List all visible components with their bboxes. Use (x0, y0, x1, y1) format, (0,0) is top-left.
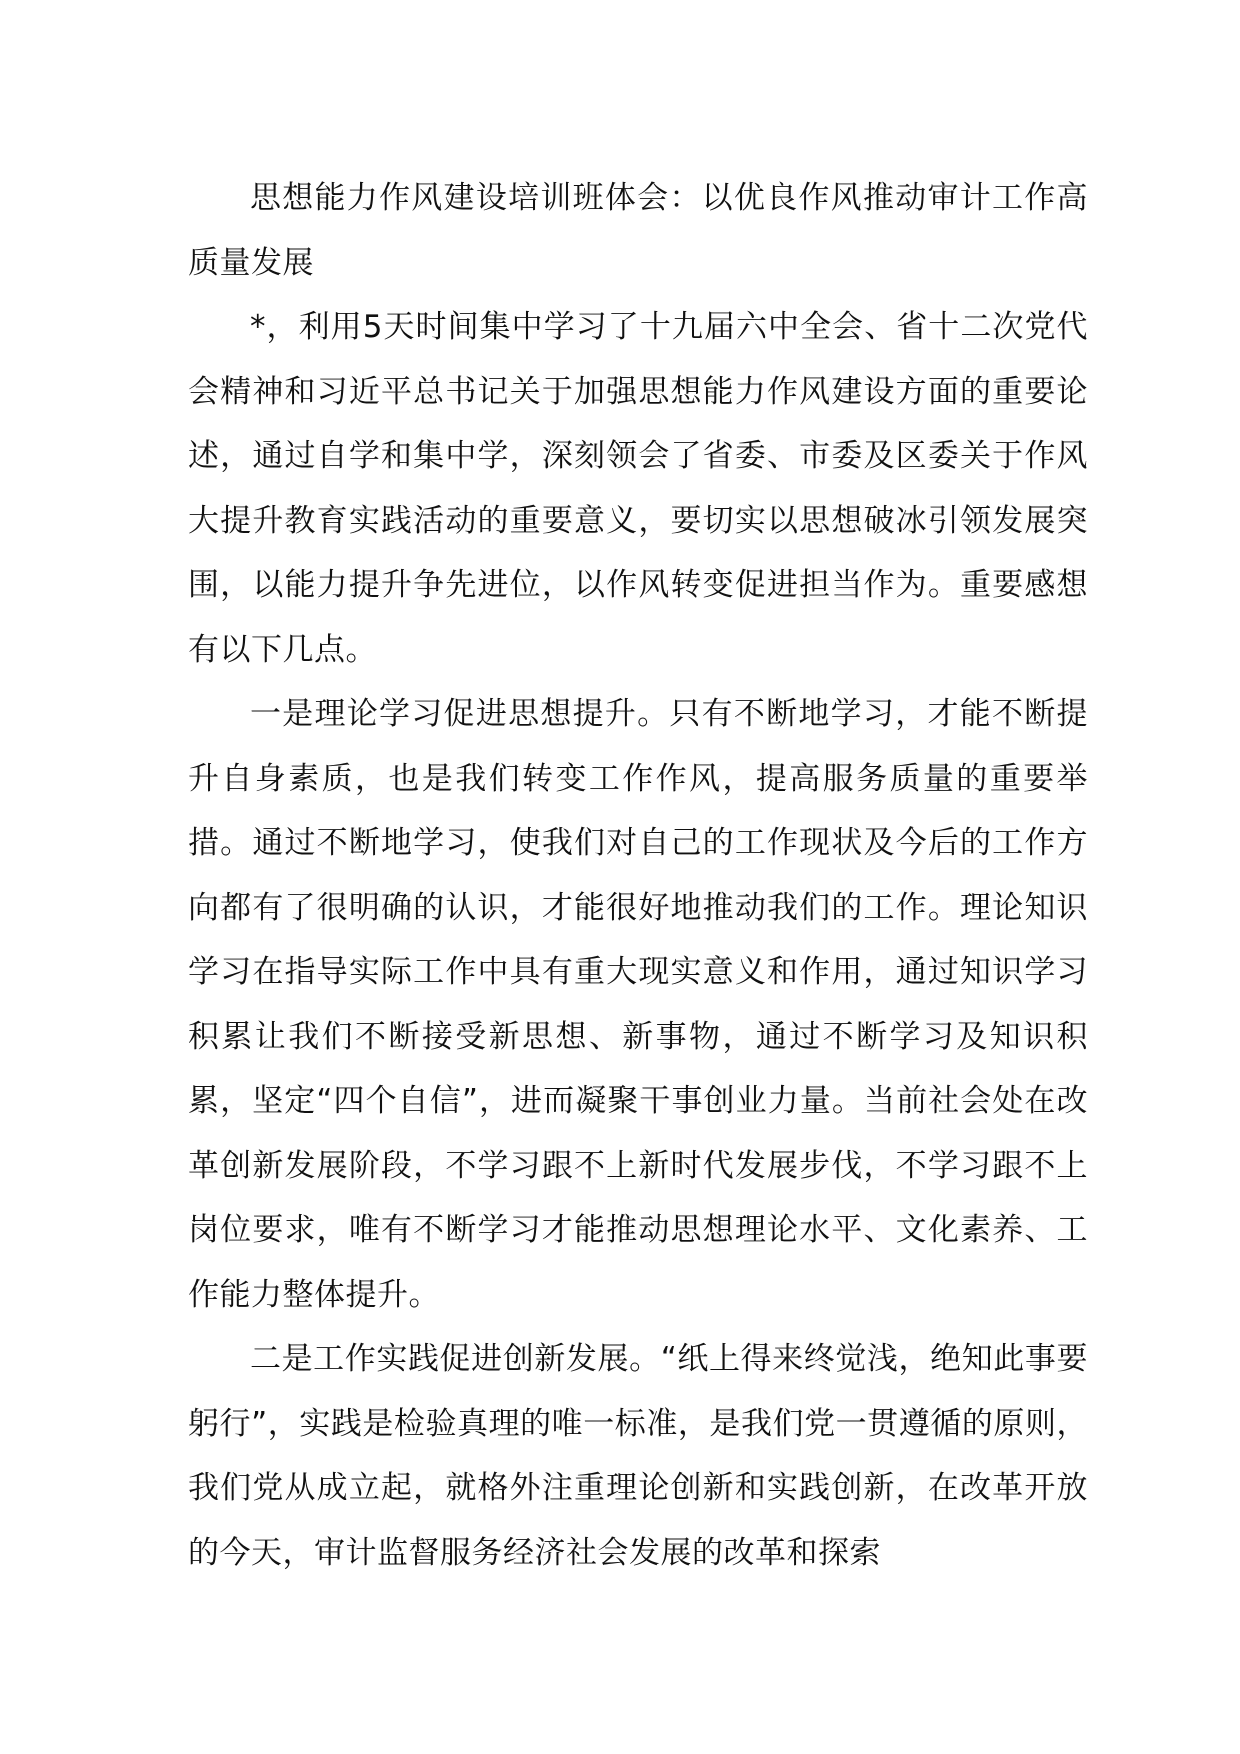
paragraph-intro: *，利用5天时间集中学习了十九届六中全会、省十二次党代会精神和习近平总书记关于加强思想能力作风建设方面的重要论述，通过自学和集中学，深刻领会了省委、市委及区委关于作风大提升教育实践活动的重要意义，要切实以思想破冰引领发展突围，以能力提升争先进位，以作风转变促进担当作为。重要感想有以下几点。 (188, 309, 1088, 668)
paragraph-point-2: 二是工作实践促进创新发展。“纸上得来终觉浅，绝知此事要躬行”，实践是检验真理的唯一标准，是我们党一贯遵循的原则，我们党从成立起，就格外注重理论创新和实践创新，在改革开放的今天，审计监督服务经济社会发展的改革和探索 (188, 1341, 1088, 1571)
document-title: 思想能力作风建设培训班体会：以优良作风推动审计工作高质量发展 (188, 180, 1088, 281)
document-body (188, 166, 1088, 1585)
paragraph-point-1: 一是理论学习促进思想提升。只有不断地学习，才能不断提升自身素质，也是我们转变工作作风，提高服务质量的重要举措。通过不断地学习，使我们对自己的工作现状及今后的工作方向都有了很明确的认识，才能很好地推动我们的工作。理论知识学习在指导实际工作中具有重大现实意义和作用，通过知识学习积累让我们不断接受新思想、新事物，通过不断学习及知识积累，坚定“四个自信”，进而凝聚干事创业力量。当前社会处在改革创新发展阶段，不学习跟不上新时代发展步伐，不学习跟不上岗位要求，唯有不断学习才能推动思想理论水平、文化素养、工作能力整体提升。 (188, 696, 1088, 1313)
